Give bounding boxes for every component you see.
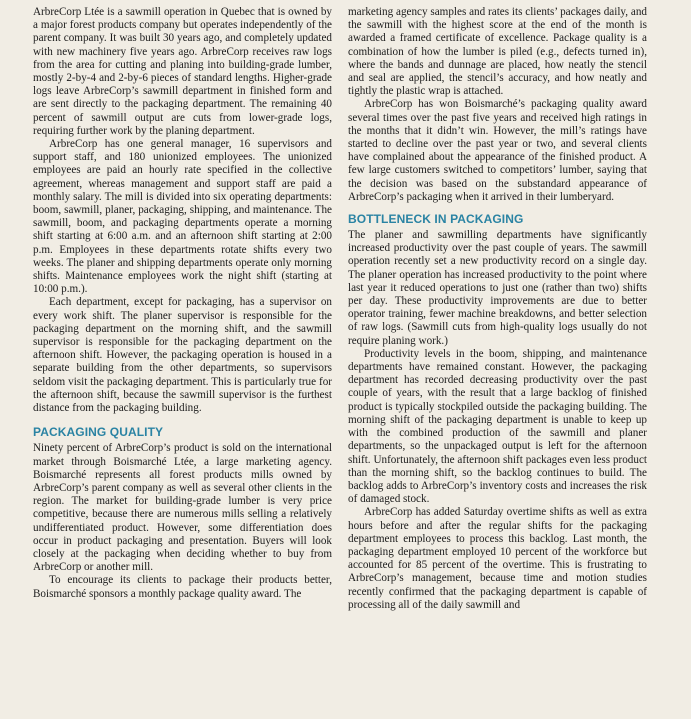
paragraph-overtime: ArbreCorp has added Saturday overtime shifts as well as extra hours before and after the regular shifts for the packaging department employees to process this backlog. Last month, the packaging department employed 10 percent of the workforce but accounted for 85 percent of the overtime. This is frustrating to ArbreCorp’s management, because time and motion studies recently confirmed that the packaging department is capable of processing all of the daily sawmill and: [348, 506, 647, 611]
paragraph-intro: ArbreCorp Ltée is a sawmill operation in Quebec that is owned by a major forest products company but operates independently of the parent company. It was built 30 years ago, and completely updated with new machinery five years ago. ArbreCorp receives raw logs from the area for cutting and planing into building-grade lumber, mostly 2-by-4 and 2-by-6 pieces of standard lengths. Higher-grade logs leave ArbreCorp’s sawmill department in finished form and are sent directly to the packaging department. The remaining 40 percent of sawmill output are cuts from lower-grade logs, requiring further work by the planing department.: [33, 6, 332, 137]
left-column: [33, 6, 332, 719]
paragraph-market: Ninety percent of ArbreCorp’s product is sold on the international market through Boismarché Ltée, a large marketing agency. Boismarché represents all forest products mills owned by ArbreCorp’s parent company as well as several other clients in the region. The market for building-grade lumber is very price competitive, because there are numerous mills selling a relatively undifferentiated product. However, some differentiation does occur in product packaging and presentation. Buyers will look closely at the packaging when deciding whether to buy from ArbreCorp or another mill.: [33, 442, 332, 574]
section-heading-packaging-quality: PACKAGING QUALITY: [33, 425, 164, 440]
paragraph-productivity: The planer and sawmilling departments have significantly increased productivity over the past couple of years. The sawmill operation recently set a new productivity record on a single day. The planer operation has increased productivity to the point where last year it reduced operations to just one (rather than two) shifts per day. These productivity improvements are due to better operator training, fewer machine breakdowns, and better selection of raw logs. (Sawmill cuts from high-quality logs usually do not require planing work.): [348, 229, 647, 347]
paragraph-ratings-decline: ArbreCorp has won Boismarché’s packaging quality award several times over the past five years and received high ratings in the months that it didn’t win. However, the mill’s ratings have started to decline over the past year or two, and several clients have complained about the appearance of the finished product. A few large customers switched to competitors’ lumber, saying that the decision was based on the substandard appearance of ArbreCorp’s packaging when it arrived in their lumberyard.: [348, 98, 647, 203]
paragraph-staffing: ArbreCorp has one general manager, 16 supervisors and support staff, and 180 unionized employees. The unionized employees are paid an hourly rate specified in the collective agreement, whereas management and support staff are paid a monthly salary. The mill is divided into six operating departments: boom, sawmill, planer, packaging, shipping, and maintenance. The sawmill, boom, and packaging departments operate a morning shift starting at 6:00 a.m. and an afternoon shift starting at 2:00 p.m. Employees in these departments rotate shifts every two weeks. The planer and shipping departments operate only morning shifts. Maintenance employees work the night shift (starting at 10:00 p.m.).: [33, 138, 332, 296]
right-column: [348, 6, 647, 719]
paragraph-supervision: Each department, except for packaging, has a supervisor on every work shift. The planer supervisor is responsible for the packaging department on the morning shift, and the sawmill supervisor is responsible for the packaging department on the afternoon shift. However, the packaging operation is housed in a separate building from the other departments, so supervisors seldom visit the packaging department. This is particularly true for the afternoon shift, because the sawmill supervisor is the furthest distance from the packaging building.: [33, 296, 332, 415]
paragraph-award-criteria: marketing agency samples and rates its clients’ packages daily, and the sawmill with the highest score at the end of the month is awarded a framed certificate of excellence. Package quality is a combination of how the lumber is piled (e.g., defects turned in), where the bands and dunnage are placed, how neatly the stencil and seal are applied, the stencil’s accuracy, and how neatly and tightly the plastic wrap is attached.: [348, 6, 647, 98]
paragraph-award-intro: To encourage its clients to package their products better, Boismarché sponsors a monthly package quality award. The: [33, 574, 332, 600]
section-heading-bottleneck: BOTTLENECK IN PACKAGING: [348, 212, 524, 227]
paragraph-backlog: Productivity levels in the boom, shipping, and maintenance departments have remained constant. However, the packaging department has recorded decreasing productivity over the past couple of years, with the result that a large backlog of finished product is typically stockpiled outside the packaging building. The morning shift of the packaging department is unable to keep up with the combined production of the sawmill and planer departments, so the unpackaged output is left for the afternoon shift. Unfortunately, the afternoon shift packages even less product than the morning shift, so the backlog continues to build. The backlog adds to ArbreCorp’s inventory costs and increases the risk of damaged stock.: [348, 347, 647, 506]
